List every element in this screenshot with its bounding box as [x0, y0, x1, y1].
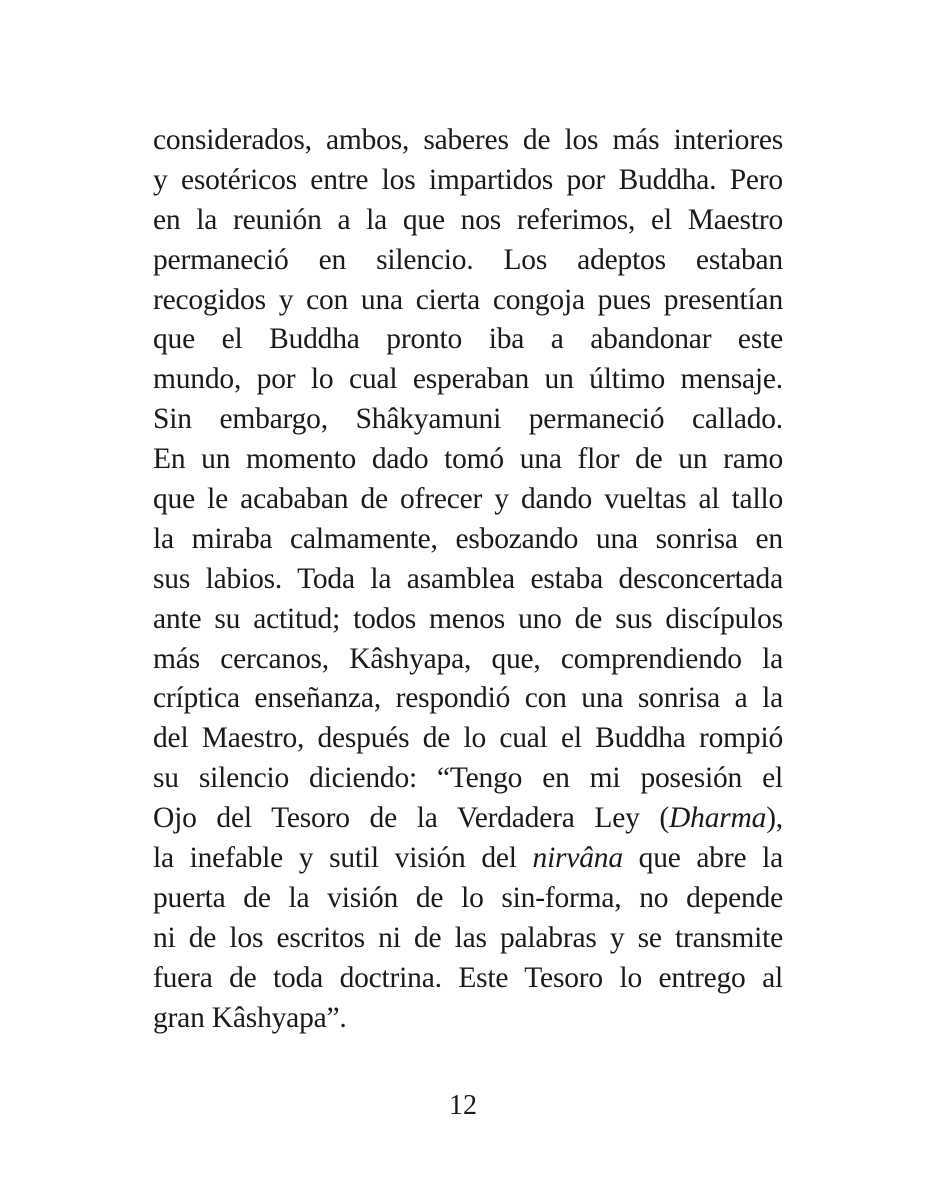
text-line: puerta de la visión de lo sin-forma, no depende	[153, 881, 783, 914]
text-line: la miraba calmamente, esbozando una sonrisa en	[153, 522, 783, 555]
text-line: en la reunión a la que nos referimos, el Maestro	[153, 203, 783, 236]
text-line: permaneció en silencio. Los adeptos estaban	[153, 243, 783, 276]
text-line: ante su actitud; todos menos uno de sus discípulos	[153, 602, 783, 635]
text-segment: Ojo del Tesoro de la Verdadera Ley (	[153, 802, 670, 835]
italic-term-nirvana: nirvâna	[532, 842, 623, 875]
text-line-last: gran Kâshyapa”.	[153, 1001, 347, 1034]
text-line-with-italic	[153, 839, 783, 879]
text-line: más cercanos, Kâshyapa, que, comprendiendo la	[153, 642, 783, 675]
text-line: Sin embargo, Shâkyamuni permaneció callado.	[153, 403, 783, 436]
text-line: fuera de toda doctrina. Este Tesoro lo entrego al	[153, 961, 783, 994]
text-line: que el Buddha pronto iba a abandonar este	[153, 323, 783, 356]
text-line: que le acababan de ofrecer y dando vueltas al tallo	[153, 483, 783, 516]
body-paragraph	[153, 121, 783, 1038]
text-segment: que abre la	[622, 842, 783, 875]
text-segment: ),	[766, 802, 783, 835]
text-line: mundo, por lo cual esperaban un último mensaje.	[153, 363, 783, 396]
text-line: y esotéricos entre los impartidos por Buddha. Pero	[153, 163, 783, 196]
text-line: del Maestro, después de lo cual el Buddha rompió	[153, 722, 783, 755]
page-number: 12	[449, 1090, 477, 1121]
italic-term-dharma: Dharma	[669, 802, 767, 835]
text-line: ni de los escritos ni de las palabras y se transmite	[153, 921, 783, 954]
text-line-with-italic	[153, 799, 783, 839]
text-line: En un momento dado tomó una flor de un ramo	[153, 443, 783, 476]
text-line: su silencio diciendo: “Tengo en mi posesión el	[153, 762, 783, 795]
text-line: sus labios. Toda la asamblea estaba desconcertada	[153, 562, 783, 595]
text-line: críptica enseñanza, respondió con una sonrisa a la	[153, 682, 783, 715]
text-line: considerados, ambos, saberes de los más interiores	[153, 124, 783, 156]
text-segment: la inefable y sutil visión del	[153, 842, 533, 875]
text-line: recogidos y con una cierta congoja pues presentían	[153, 283, 783, 316]
